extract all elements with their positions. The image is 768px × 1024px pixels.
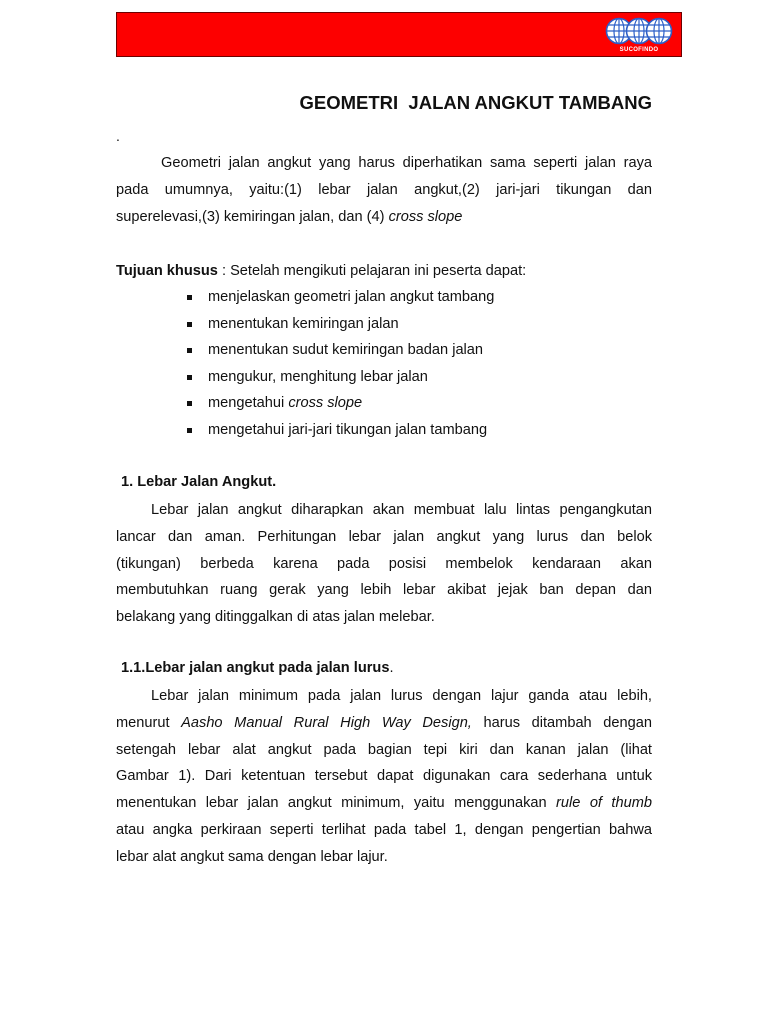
s11-line-5-a: menentukan lebar jalan angkut minimum, yaitu menggunakan xyxy=(116,795,557,812)
goal-text: menentukan sudut kemiringan badan jalan xyxy=(208,342,484,359)
s1-line-4: membutuhkan ruang gerak yang lebih lebar akibat jejak ban depan dan xyxy=(116,582,652,599)
header-bar xyxy=(116,12,682,57)
section-1-1-heading xyxy=(121,660,394,676)
s11-line-5 xyxy=(116,790,652,817)
section-1-1-paragraph xyxy=(116,683,652,871)
s1-line-5: belakang yang ditinggalkan di atas jalan melebar. xyxy=(116,609,435,626)
s11-line-2-italic: Aasho Manual Rural High Way Design, xyxy=(181,714,472,731)
bullet-icon xyxy=(187,322,192,327)
s11-line-1: Lebar jalan minimum pada jalan lurus dengan lajur ganda atau lebih, xyxy=(151,688,652,704)
list-item xyxy=(183,364,494,391)
list-item xyxy=(183,311,494,338)
s11-line-2-a: menurut xyxy=(116,714,182,731)
intro-paragraph xyxy=(116,150,652,230)
list-item xyxy=(183,337,494,364)
intro-line-3-text: superelevasi,(3) kemiringan jalan, dan (4) xyxy=(116,208,389,225)
stray-dot: . xyxy=(116,128,120,144)
section-1-paragraph xyxy=(116,497,652,631)
intro-line-2: pada umumnya, yaitu:(1) lebar jalan angkut,(2) jari-jari tikungan dan xyxy=(116,181,652,198)
goals-intro xyxy=(116,258,656,284)
bullet-icon xyxy=(187,401,192,406)
goal-text: mengukur, menghitung lebar jalan xyxy=(208,368,428,385)
s11-line-2-b: harus ditambah dengan xyxy=(471,714,653,731)
intro-line-3 xyxy=(116,204,652,231)
s1-line-1: Lebar jalan angkut diharapkan akan membuat lalu lintas pengangkutan xyxy=(151,502,652,518)
s11-line-6: atau angka perkiraan seperti terlihat pada tabel 1, dengan pengertian bahwa xyxy=(116,821,652,838)
document-title: GEOMETRI JALAN ANGKUT TAMBANG xyxy=(299,92,652,113)
goal-text: mengetahui xyxy=(208,395,289,412)
goal-text: menjelaskan geometri jalan angkut tambang xyxy=(208,289,495,305)
logo-wordmark: SUCOFINDO xyxy=(619,47,659,53)
intro-line-3-italic: cross slope xyxy=(388,208,463,225)
s1-line-2: lancar dan aman. Perhitungan lebar jalan angkut yang lurus dan belok xyxy=(116,528,652,545)
bullet-icon xyxy=(187,295,192,300)
list-item xyxy=(183,284,494,311)
goal-text: mengetahui jari-jari tikungan jalan tambang xyxy=(208,421,488,438)
s11-line-4: Gambar 1). Dari ketentuan tersebut dapat digunakan cara sederhana untuk xyxy=(116,768,652,785)
company-logo xyxy=(605,16,673,55)
s11-line-2 xyxy=(116,710,652,737)
goals-label: Tujuan khusus xyxy=(116,263,218,279)
s11-line-3: setengah lebar alat angkut pada bagian tepi kiri dan kanan jalan (lihat xyxy=(116,741,652,758)
list-item xyxy=(183,417,494,444)
s11-line-5-italic: rule of thumb xyxy=(556,795,652,812)
goals-list xyxy=(183,284,494,444)
globe-logo-icon xyxy=(605,16,673,46)
goals-text: : Setelah mengikuti pelajaran ini peserta dapat: xyxy=(217,263,527,279)
bullet-icon xyxy=(187,375,192,380)
bullet-icon xyxy=(187,348,192,353)
bullet-icon xyxy=(187,428,192,433)
goal-text: menentukan kemiringan jalan xyxy=(208,315,399,332)
s1-line-3: (tikungan) berbeda karena pada posisi membelok kendaraan akan xyxy=(116,555,652,572)
section-1-1-heading-text: 1.1.Lebar jalan angkut pada jalan lurus xyxy=(121,660,390,676)
intro-line-1: Geometri jalan angkut yang harus diperhatikan sama seperti jalan raya xyxy=(161,155,652,171)
section-1-1-heading-suffix: . xyxy=(389,660,394,676)
goal-text-italic: cross slope xyxy=(288,395,363,412)
section-1-heading: 1. Lebar Jalan Angkut. xyxy=(121,474,277,490)
list-item xyxy=(183,390,494,417)
s11-line-7: lebar alat angkut sama dengan lebar lajur. xyxy=(116,848,388,865)
